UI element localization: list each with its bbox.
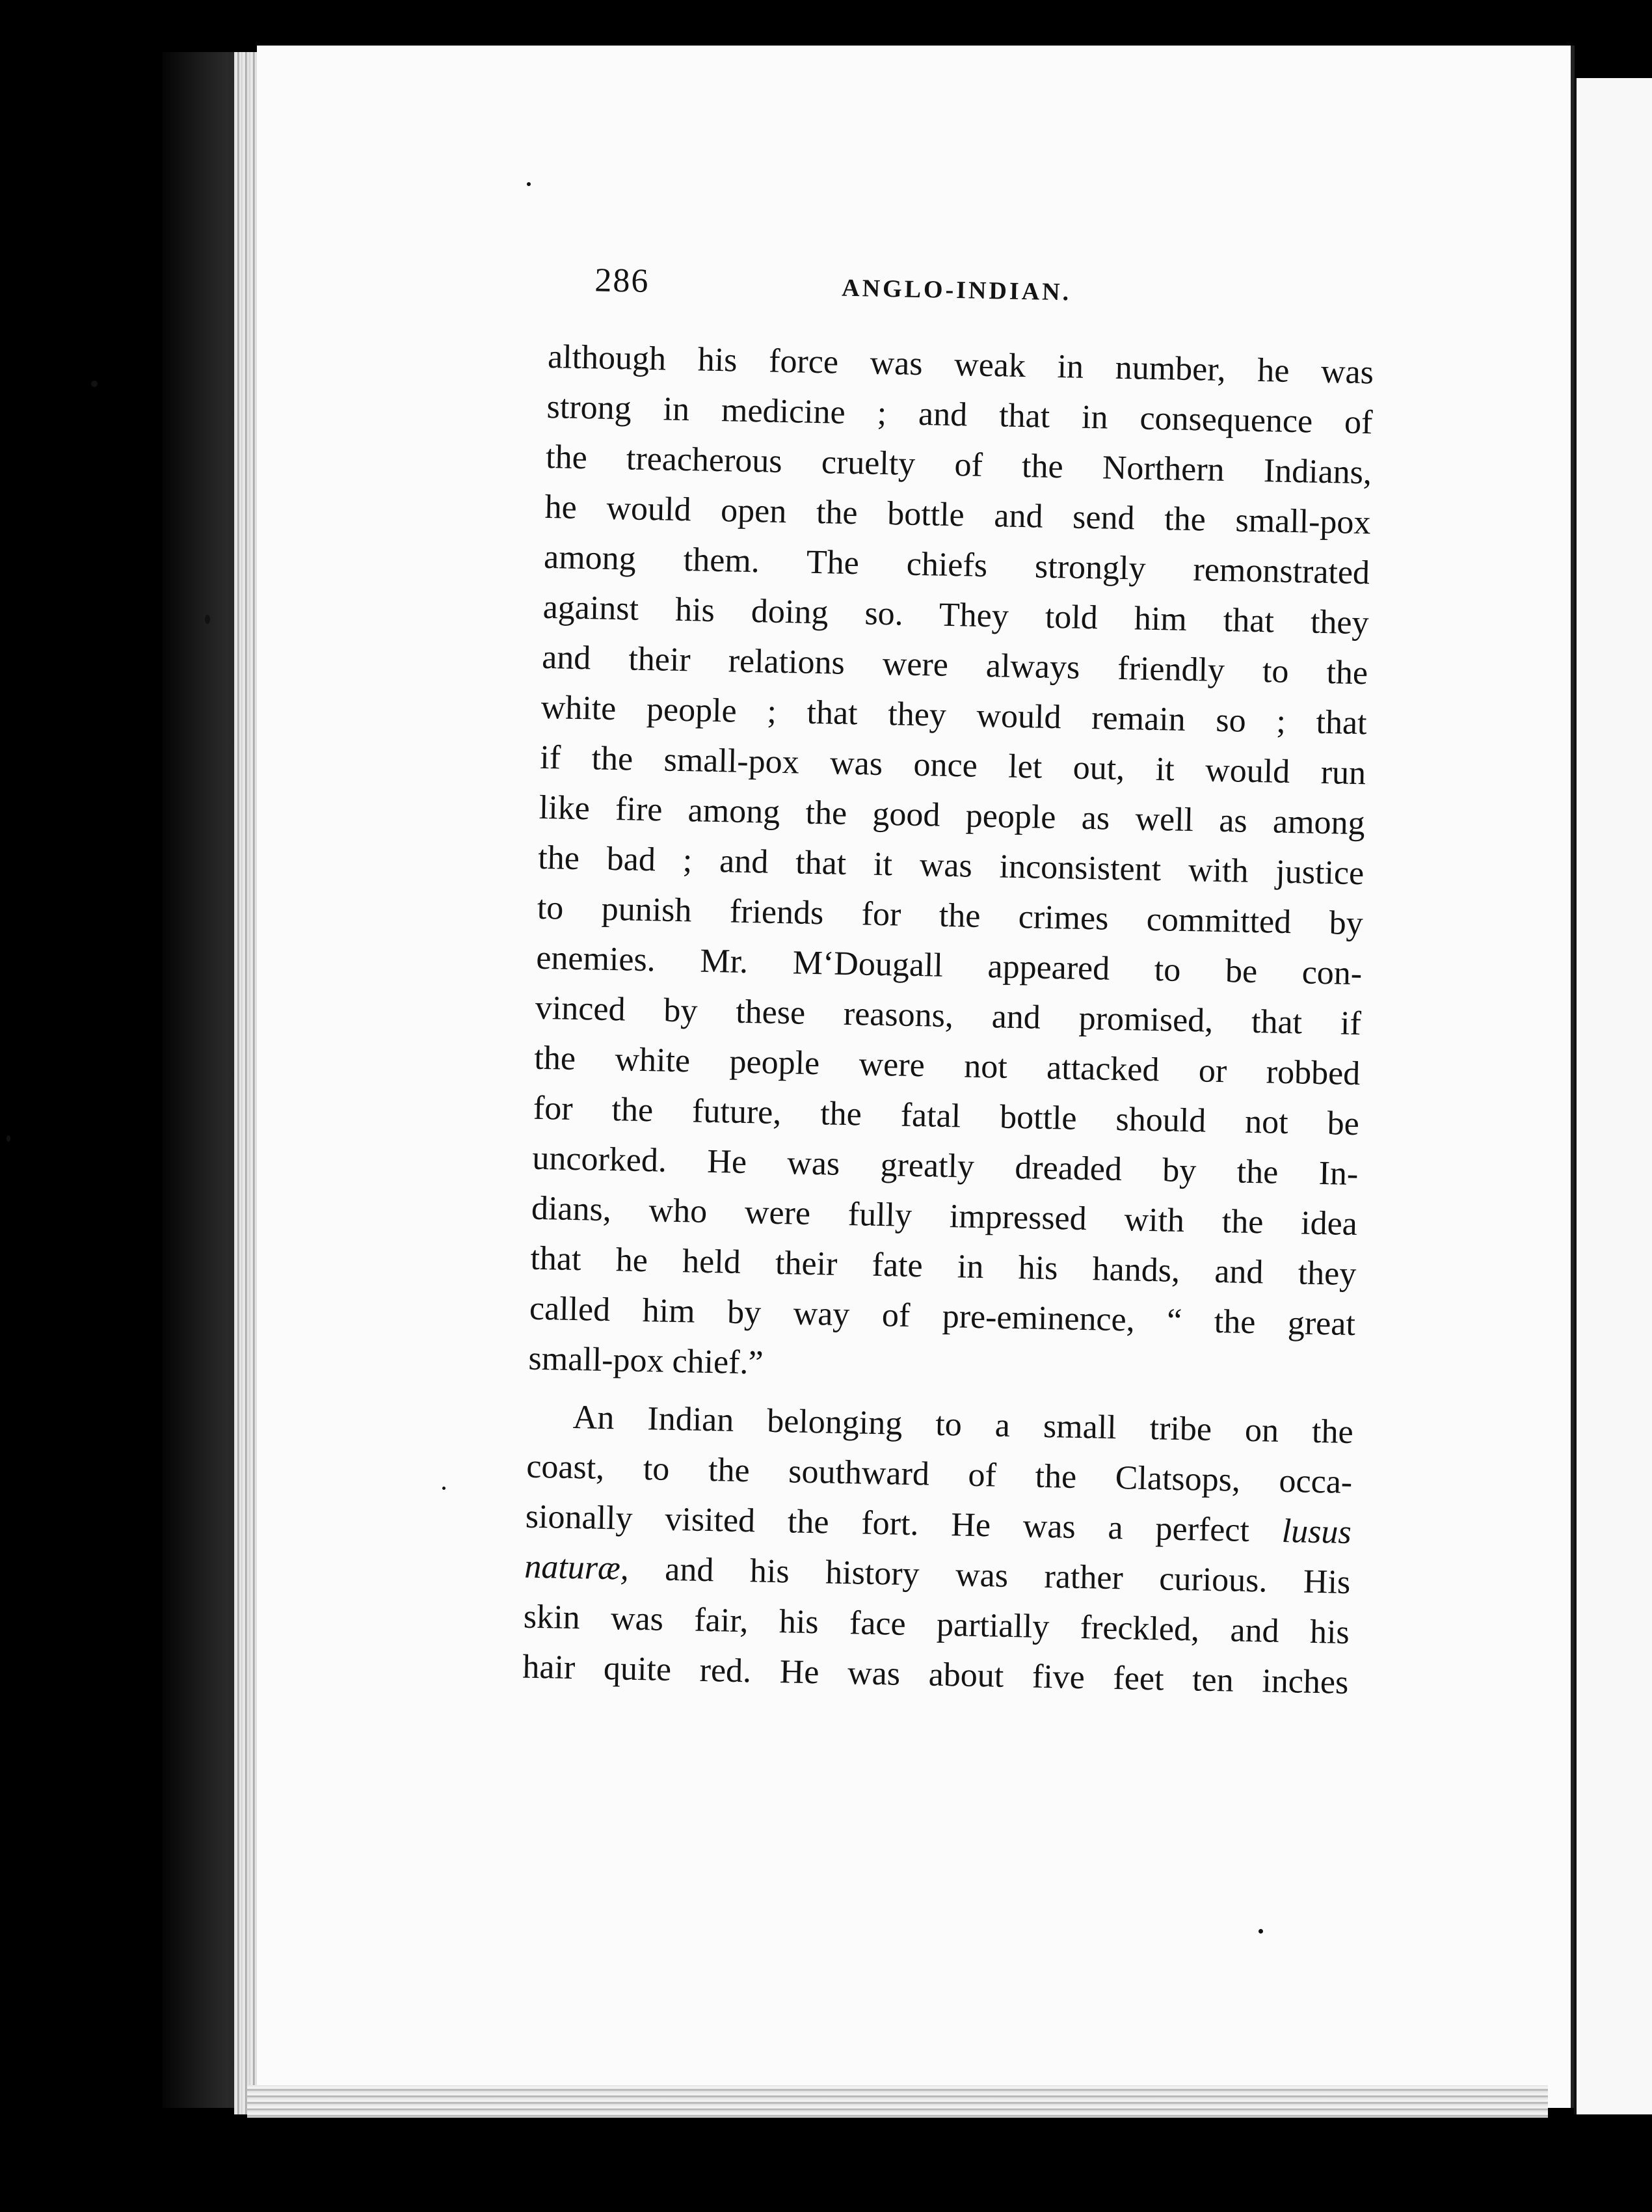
text-span: and his history was rather curious. His: [628, 1550, 1351, 1602]
text-line: among them. The chiefs strongly remonstrated: [543, 538, 1370, 592]
text-line: An Indian belonging to a small tribe on the: [572, 1399, 1354, 1451]
text-line: coast, to the southward of the Clatsops, occa-: [526, 1448, 1353, 1502]
italic-text: lusus: [1281, 1512, 1352, 1552]
facing-page-edge: [1574, 78, 1652, 2114]
paragraph-1: [528, 332, 1374, 1399]
text-line: to punish friends for the crimes committed by: [537, 889, 1364, 943]
italic-text: naturæ,: [524, 1548, 630, 1587]
text-line: against his doing so. They told him that they: [542, 588, 1370, 642]
text-line: the treacherous cruelty of the Northern Indians,: [545, 438, 1372, 492]
text-line: he would open the bottle and send the small-pox: [544, 488, 1372, 542]
text-line: enemies. Mr. M‘Dougall appeared to be con-: [535, 939, 1363, 993]
text-span: sionally visited the fort. He was a perfect: [525, 1498, 1250, 1550]
text-line: if the small-pox was once let out, it would run: [539, 738, 1366, 792]
text-line: for the future, the fatal bottle should not be: [533, 1089, 1360, 1143]
paragraph-2: [522, 1392, 1354, 1708]
text-line: small-pox chief.”: [528, 1340, 764, 1382]
running-title: ANGLO-INDIAN.: [841, 274, 1072, 306]
text-line: dians, who were fully impressed with the idea: [531, 1189, 1358, 1243]
text-line: the white people were not attacked or robbed: [533, 1039, 1361, 1093]
page-text: [522, 260, 1376, 1708]
text-line: that he held their fate in his hands, and they: [529, 1239, 1357, 1293]
text-line: hair quite red. He was about five feet ten inches: [522, 1648, 1349, 1701]
page-number: 286: [594, 262, 650, 300]
text-line: vinced by these reasons, and promised, that if: [535, 989, 1362, 1043]
text-line: like fire among the good people as well as among: [539, 789, 1366, 843]
text-line: the bad ; and that it was inconsistent with justice: [537, 839, 1365, 893]
text-line: strong in medicine ; and that in consequence of: [546, 388, 1373, 442]
text-line: skin was fair, his face partially freckled, and his: [523, 1598, 1350, 1651]
page-bottom-edge: [247, 2085, 1548, 2118]
text-line: uncorked. He was greatly dreaded by the In-: [531, 1139, 1359, 1193]
text-line: white people ; that they would remain so ; that: [540, 688, 1368, 742]
text-line: called him by way of pre-eminence, “ the great: [529, 1289, 1356, 1343]
text-line: and their relations were always friendly to the: [541, 638, 1368, 692]
text-line: although his force was weak in number, he was: [547, 338, 1374, 392]
